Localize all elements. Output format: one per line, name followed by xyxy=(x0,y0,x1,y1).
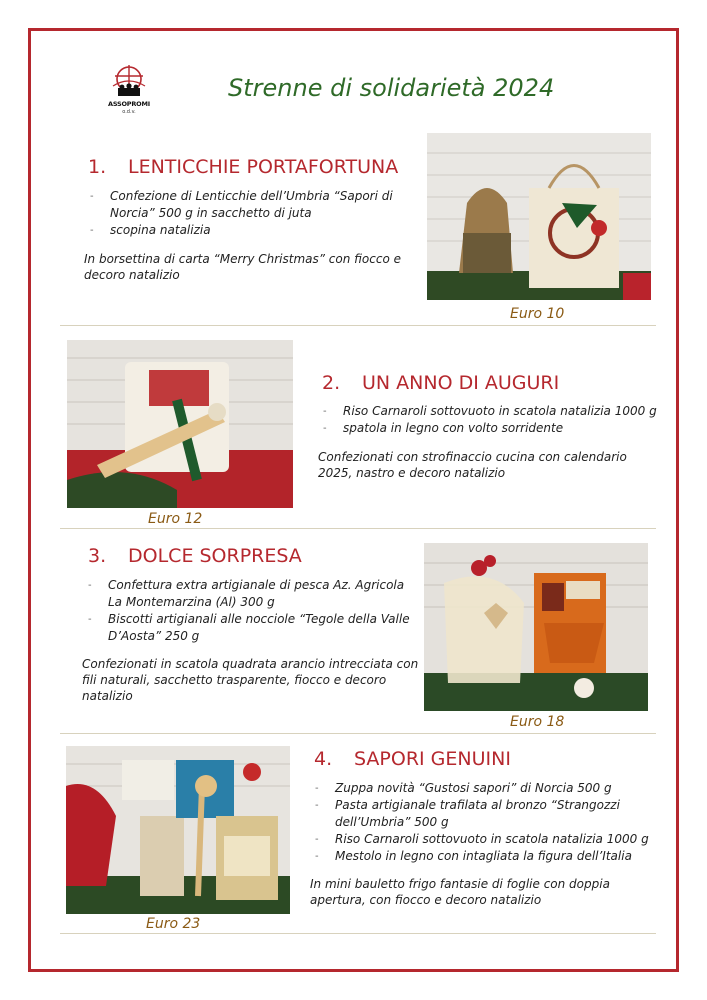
section-2-items xyxy=(321,403,661,437)
lentils-gift-bag-photo xyxy=(427,133,651,300)
section-1-description: In borsettina di carta “Merry Christmas” con fiocco e decoro natalizio xyxy=(84,252,401,282)
section-1-title xyxy=(88,156,398,178)
list-item: - scopina natalizia xyxy=(88,222,418,239)
divider xyxy=(60,933,656,934)
section-2-description: Confezionati con strofinaccio cucina con calendario 2025, nastro e decoro natalizio xyxy=(318,450,627,480)
list-item: - Biscotti artigianali alle nocciole “Tegole della Valle D’Aosta” 250 g xyxy=(86,611,416,645)
section-number: 2. xyxy=(322,372,341,394)
section-heading: LENTICCHIE PORTAFORTUNA xyxy=(128,156,399,178)
logo-subtitle: o.d.v. xyxy=(122,109,136,115)
list-item: - Riso Carnaroli sottovuoto in scatola natalizia 1000 g xyxy=(313,831,663,848)
section-3-items xyxy=(86,577,416,645)
section-heading: DOLCE SORPRESA xyxy=(128,545,302,567)
section-1-items xyxy=(88,188,418,239)
list-item: - Confettura extra artigianale di pesca Az. Agricola La Montemarzina (Al) 300 g xyxy=(86,577,416,611)
section-2-price: Euro 12 xyxy=(148,511,203,527)
section-4-items xyxy=(313,780,663,865)
section-1-price: Euro 10 xyxy=(510,306,565,322)
divider xyxy=(60,528,656,529)
section-heading: SAPORI GENUINI xyxy=(354,748,511,770)
section-3-title xyxy=(88,545,302,567)
section-3-description: Confezionati in scatola quadrata arancio intrecciata con fili naturali, sacchetto trasparente, fiocco e decoro natalizio xyxy=(82,657,419,703)
rice-calendar-gift-photo xyxy=(67,340,293,508)
section-4-description: In mini bauletto frigo fantasie di foglie con doppia apertura, con fiocco e decoro natalizio xyxy=(310,877,610,907)
section-3-price: Euro 18 xyxy=(510,714,565,730)
section-number: 3. xyxy=(88,545,107,567)
assopromi-logo-icon xyxy=(104,62,154,122)
section-heading: UN ANNO DI AUGURI xyxy=(362,372,560,394)
section-number: 1. xyxy=(88,156,107,178)
list-item: - Mestolo in legno con intagliata la figura dell’Italia xyxy=(313,848,663,865)
divider xyxy=(60,733,656,734)
list-item: - Confezione di Lenticchie dell’Umbria “Sapori di Norcia” 500 g in sacchetto di juta xyxy=(88,188,418,222)
list-item: - Riso Carnaroli sottovuoto in scatola natalizia 1000 g xyxy=(321,403,661,420)
genuine-flavours-gift-photo xyxy=(66,746,290,914)
divider xyxy=(60,325,656,326)
section-4-price: Euro 23 xyxy=(146,916,201,932)
list-item: - spatola in legno con volto sorridente xyxy=(321,420,661,437)
logo-name: ASSOPROMI xyxy=(107,100,150,108)
section-2-title xyxy=(322,372,559,394)
section-number: 4. xyxy=(314,748,333,770)
list-item: - Zuppa novità “Gustosi sapori” di Norcia 500 g xyxy=(313,780,663,797)
jam-biscuits-gift-photo xyxy=(424,543,648,711)
section-4-title xyxy=(314,748,511,770)
list-item: - Pasta artigianale trafilata al bronzo “Strangozzi dell’Umbria” 500 g xyxy=(313,797,663,831)
page-title: Strenne di solidarietà 2024 xyxy=(228,74,555,102)
